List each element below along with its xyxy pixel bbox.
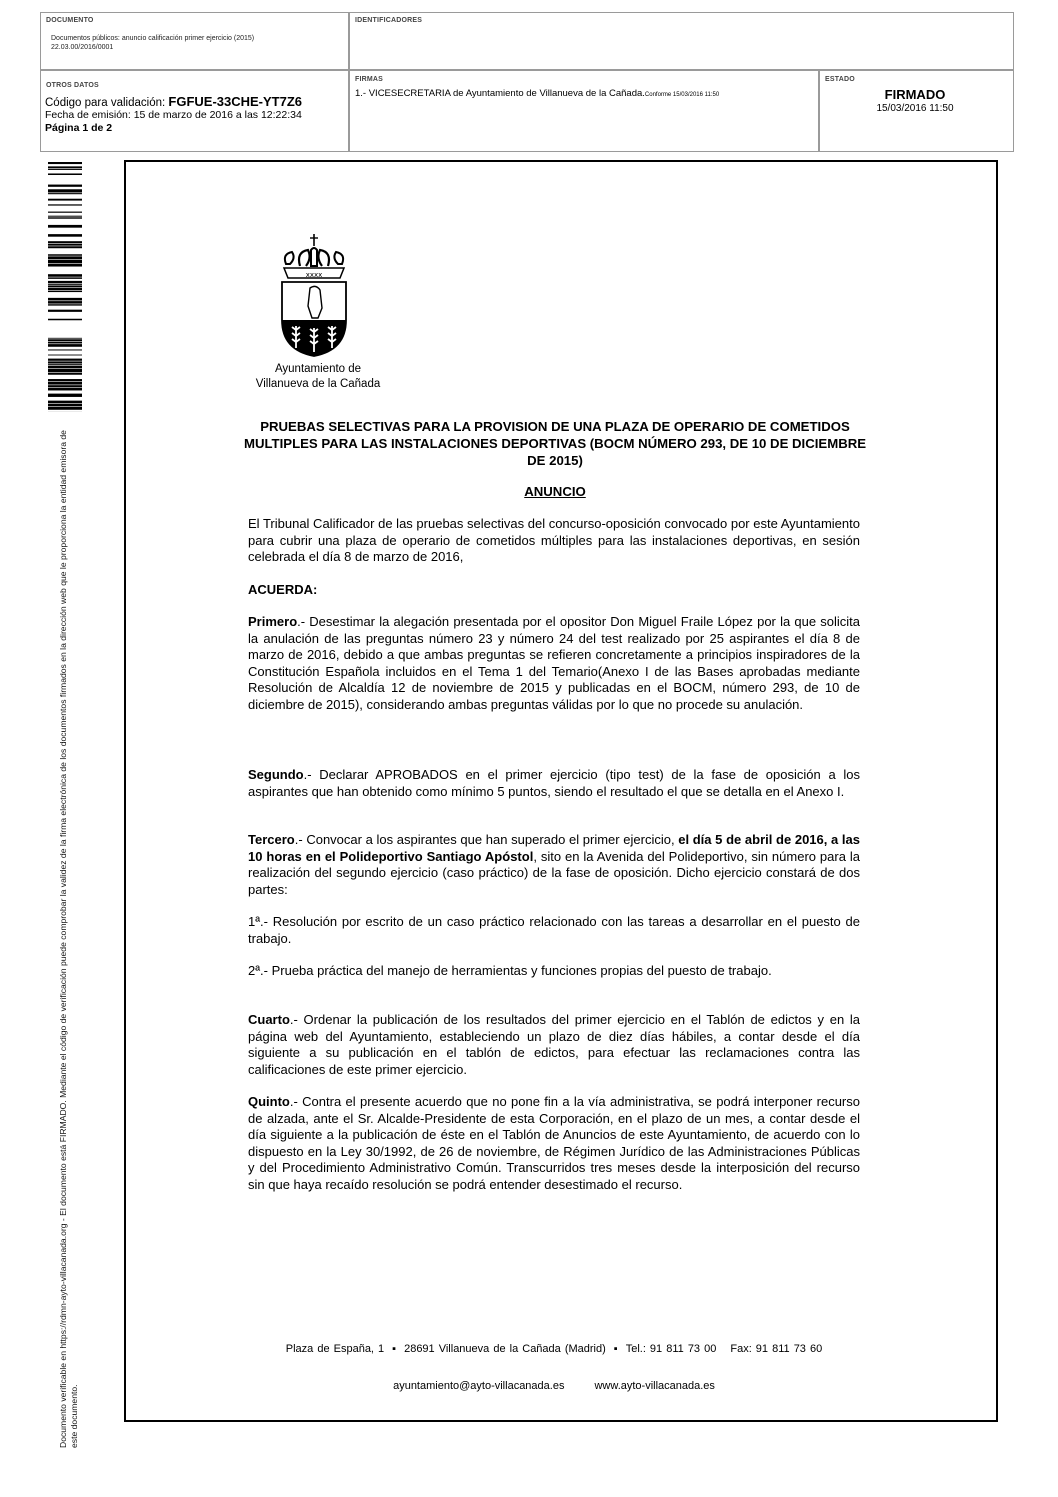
segundo-label: Segundo [248, 767, 304, 782]
estado-box [819, 70, 1014, 152]
parte2-paragraph: 2ª.- Prueba práctica del manejo de herramientas y funciones propias del puesto de trabajo. [248, 963, 772, 978]
organization-name [248, 362, 388, 392]
footer-fax: Fax: 91 811 73 60 [730, 1343, 823, 1355]
firmas-box [349, 70, 819, 152]
tercero-bold: el día 5 de abril de 2016, a las 10 horas en el Polideportivo Santiago Apóstol [248, 832, 860, 864]
anuncio-heading: ANUNCIO [524, 484, 586, 499]
acuerda-heading: ACUERDA: [248, 582, 318, 597]
footer-city: 28691 Villanueva de la Cañada (Madrid) [404, 1343, 606, 1355]
intro-paragraph: El Tribunal Calificador de las pruebas selectivas del concurso-oposición convocado por este Ayuntamiento para cubrir una plaza de operario de cometidos múltiples para las instalaciones deportivas, en sesión celebrada el día 8 de marzo de 2016, [248, 516, 860, 564]
footer-website[interactable]: www.ayto-villacanada.es [594, 1380, 715, 1392]
cuarto-text: .- Ordenar la publicación de los resultados del primer ejercicio en el Tablón de edictos y en la página web del Ayuntamiento, estableciendo un plazo de diez días hábiles, a contar desde el día siguiente a su publicación en el tablón de edictos, para efectuar las reclamaciones contra las calificaciones de este primer ejercicio. [248, 1012, 860, 1077]
primero-label: Primero [248, 614, 298, 629]
identificadores-box [349, 12, 1014, 70]
identificadores-label: IDENTIFICADORES [355, 17, 423, 24]
estado-date: 15/03/2016 11:50 [876, 103, 954, 114]
footer-email[interactable]: ayuntamiento@ayto-villacanada.es [393, 1380, 565, 1392]
footer-address: Plaza de España, 1 [285, 1343, 385, 1355]
codigo-value: FGFUE-33CHE-YT7Z6 [168, 94, 303, 109]
firmas-small: Conforme 15/03/2016 11:50 [644, 92, 720, 98]
codigo-prefix: Código para validación: [45, 97, 169, 109]
org-line2: Villanueva de la Cañada [255, 378, 381, 390]
tercero-paragraph [248, 832, 860, 898]
firmas-signer: 1.- VICESECRETARIA de Ayuntamiento de Villanueva de la Cañada. [355, 88, 645, 99]
estado-label: ESTADO [825, 76, 855, 83]
quinto-text: .- Contra el presente acuerdo que no pone fin a la vía administrativa, se podrá interponer recurso de alzada, ante el Sr. Alcalde-Presidente de esta Corporación, en el plazo de un mes, a contar desde el día siguiente a la publicación de éste en el Tablón de Anuncios de este Ayuntamiento, de acuerdo con lo dispuesto en la Ley 30/1992, de 26 de noviembre, de Régimen Jurídico de las Administraciones Públicas y del Procedimiento Administrativo Común. Transcurridos tres meses desde la interposición del recurso sin que haya recaído resolución se podrá entender desestimado el recurso. [248, 1094, 860, 1192]
cuarto-paragraph [248, 1012, 860, 1078]
documento-line2: 22.03.00/2016/0001 [51, 44, 114, 51]
firmas-label: FIRMAS [355, 76, 384, 83]
parte1-paragraph: 1ª.- Resolución por escrito de un caso práctico relacionado con las tareas a desarrollar en el puesto de trabajo. [248, 914, 860, 946]
document-title: PRUEBAS SELECTIVAS PARA LA PROVISION DE UNA PLAZA DE OPERARIO DE COMETIDOS MULTIPLES PARA LAS INSTALACIONES DEPORTIVAS (BOCM NÚMERO 293, DE 10 DE DICIEMBRE DE 2015) [243, 419, 867, 468]
bullet-icon: ▪ [392, 1343, 397, 1355]
verification-note: Documento verificable en https://rdmn-ayto-villacanada.org - El documento está FIRMADO. Mediante el código de verificación puede comprobar la validez de la firma electrónica de los documentos firmados en la dirección web que le proporciona la entidad emisora de este documento. [58, 430, 79, 1448]
org-line1: Ayuntamiento de [274, 363, 362, 375]
segundo-paragraph [248, 767, 860, 800]
tercero-label: Tercero [248, 832, 295, 847]
codigo-validacion [45, 94, 302, 109]
quinto-label: Quinto [248, 1094, 290, 1109]
footer-tel: Tel.: 91 811 73 00 [625, 1343, 717, 1355]
segundo-text: .- Declarar APROBADOS en el primer ejercicio (tipo test) de la fase de oposición a los aspirantes que han obtenido como mínimo 5 puntos, siendo el resultado el que se detalla en el Anexo I. [248, 767, 860, 799]
otros-datos-label: OTROS DATOS [46, 82, 99, 89]
tercero-text-a: .- Convocar a los aspirantes que han superado el primer ejercicio, [294, 832, 679, 847]
barcode [48, 162, 82, 412]
documento-label: DOCUMENTO [46, 17, 94, 24]
firmas-line [355, 88, 719, 99]
quinto-paragraph [248, 1094, 860, 1193]
fecha-emision: Fecha de emisión: 15 de marzo de 2016 a las 12:22:34 [45, 109, 302, 121]
bullet-icon: ▪ [613, 1343, 618, 1355]
primero-text: .- Desestimar la alegación presentada por el opositor Don Miguel Fraile López por la que solicita la anulación de las preguntas número 23 y número 24 del test realizado por 25 aspirantes el día 8 de marzo de 2016, debido a que ambas preguntas se refieren concretamente a principios inspiradores de la Constitución Española incluidos en el Tema 1 del Temario(Anexo I de las Bases aprobadas mediante Resolución de Alcaldía 12 de noviembre de 2015 y publicadas en el BOCM, número 293, de 10 de diciembre de 2015), considerando ambas preguntas válidas por lo que no procede su anulación. [248, 614, 860, 712]
tercero-text-b: , sito en la Avenida del Polideportivo, sin número para la realización del segundo ejercicio (caso práctico) de la fase de oposición. Dicho ejercicio constará de dos partes: [248, 848, 861, 897]
footer-contact [248, 1343, 860, 1355]
svg-text:xxxx: xxxx [305, 271, 323, 279]
primero-paragraph [248, 614, 860, 713]
footer-web [248, 1380, 860, 1392]
cuarto-label: Cuarto [248, 1012, 290, 1027]
estado-value: FIRMADO [884, 87, 946, 102]
pagina-indicator: Página 1 de 2 [45, 122, 113, 134]
documento-box [40, 12, 349, 70]
documento-line1: Documentos públicos: anuncio calificación primer ejercicio (2015) [51, 35, 255, 42]
coat-of-arms-icon [274, 228, 354, 360]
